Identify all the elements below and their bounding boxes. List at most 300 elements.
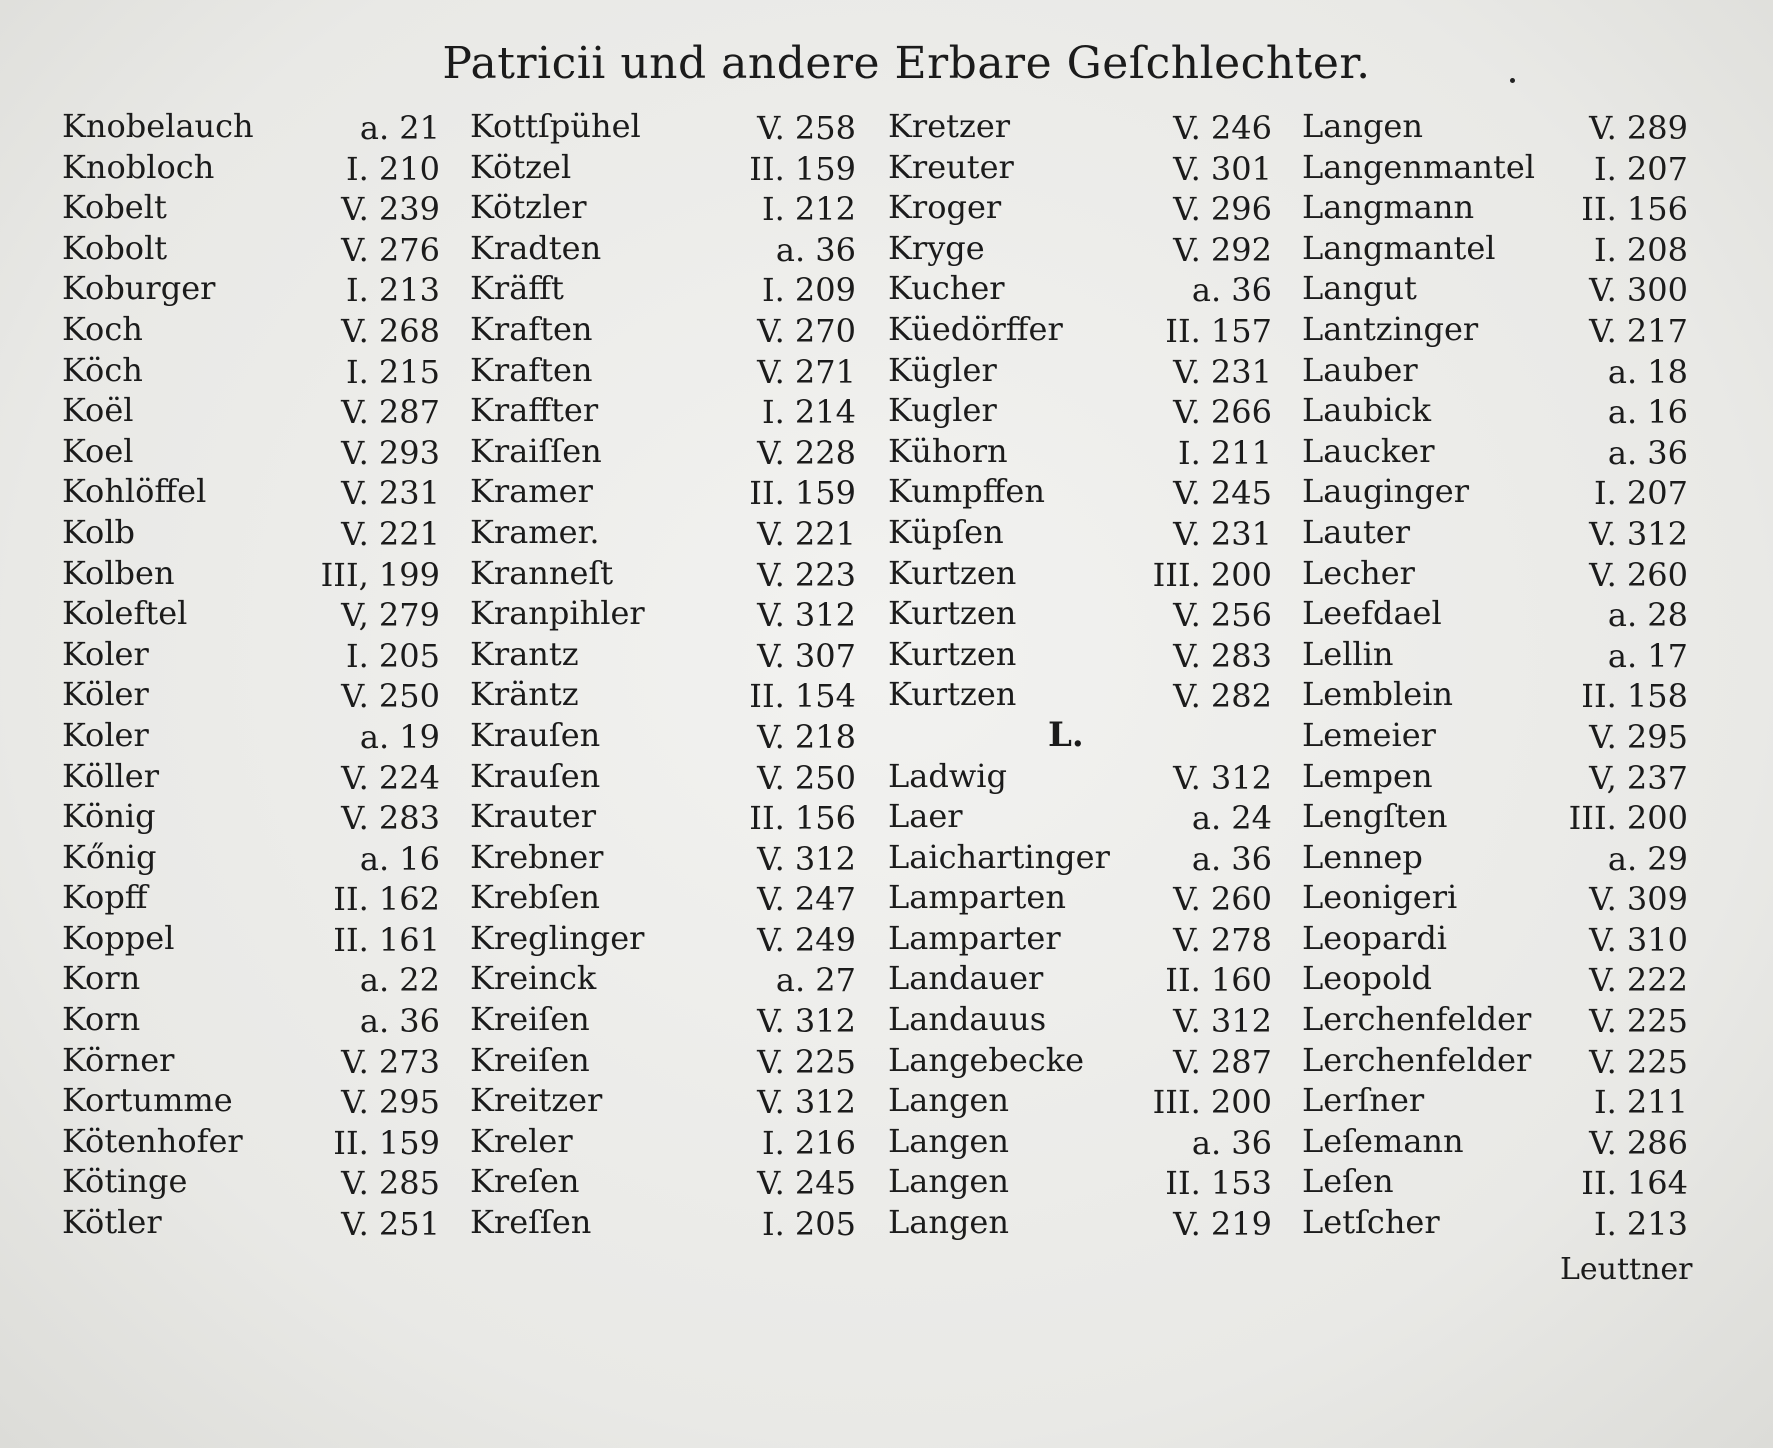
index-entry bbox=[62, 999, 440, 1040]
volume-page-reference: I. 207 bbox=[1593, 474, 1688, 513]
index-entry bbox=[62, 553, 440, 594]
volume-page-reference: V. 301 bbox=[1173, 149, 1272, 188]
index-entry bbox=[888, 918, 1272, 959]
volume-page-reference: a. 21 bbox=[359, 109, 440, 147]
family-name: Kugler bbox=[888, 391, 997, 430]
index-entry bbox=[62, 756, 440, 797]
family-name: Köch bbox=[62, 350, 143, 389]
family-name: Kreuter bbox=[888, 147, 1014, 186]
index-entry bbox=[1302, 431, 1688, 472]
index-entry bbox=[62, 147, 440, 188]
index-entry bbox=[62, 958, 440, 999]
index-entry bbox=[62, 877, 440, 918]
index-entry bbox=[1302, 1202, 1688, 1243]
index-entry bbox=[62, 796, 440, 837]
index-entry bbox=[888, 958, 1272, 999]
volume-page-reference: V. 309 bbox=[1589, 880, 1688, 919]
family-name: Kraften bbox=[470, 309, 593, 348]
index-entry bbox=[1302, 228, 1688, 269]
volume-page-reference: V. 283 bbox=[341, 799, 440, 838]
index-entry bbox=[1302, 715, 1688, 756]
index-entry bbox=[470, 553, 856, 594]
family-name: Lengſten bbox=[1302, 797, 1448, 836]
volume-page-reference: V. 283 bbox=[1173, 636, 1272, 675]
family-name: Kohlöffel bbox=[62, 472, 207, 511]
index-entry bbox=[1302, 268, 1688, 309]
index-entry bbox=[470, 471, 856, 512]
index-entry bbox=[888, 674, 1272, 715]
index-entry bbox=[888, 634, 1272, 675]
index-entry bbox=[1302, 877, 1688, 918]
volume-page-reference: V. 256 bbox=[1173, 596, 1272, 635]
family-name: Laubick bbox=[1302, 391, 1431, 430]
volume-page-reference: I. 213 bbox=[345, 271, 440, 310]
index-entry bbox=[888, 877, 1272, 918]
volume-page-reference: I. 209 bbox=[761, 271, 856, 310]
family-name: Lennep bbox=[1302, 837, 1423, 876]
volume-page-reference: V. 296 bbox=[1173, 190, 1272, 229]
family-name: Koppel bbox=[62, 918, 175, 957]
index-entry bbox=[62, 837, 440, 878]
family-name: Langmann bbox=[1302, 188, 1475, 227]
index-entry bbox=[62, 634, 440, 675]
index-entry bbox=[62, 593, 440, 634]
volume-page-reference: II. 161 bbox=[333, 920, 440, 959]
index-entry bbox=[888, 837, 1272, 878]
family-name: Kramer. bbox=[470, 512, 600, 551]
volume-page-reference: V. 221 bbox=[341, 514, 440, 553]
index-entry bbox=[1302, 512, 1688, 553]
family-name: Krauter bbox=[470, 797, 596, 836]
index-entry bbox=[888, 796, 1272, 837]
volume-page-reference: a. 17 bbox=[1607, 636, 1688, 675]
volume-page-reference: V. 219 bbox=[1173, 1205, 1272, 1244]
index-entry bbox=[1302, 918, 1688, 959]
index-entry bbox=[470, 674, 856, 715]
family-name: Kötzler bbox=[470, 188, 587, 227]
family-name: Kreſen bbox=[470, 1162, 580, 1201]
volume-page-reference: V. 222 bbox=[1589, 961, 1688, 1000]
family-name: Kräfft bbox=[470, 269, 564, 308]
family-name: Langen bbox=[888, 1081, 1009, 1120]
index-entry bbox=[470, 958, 856, 999]
family-name: Leopardi bbox=[1302, 918, 1448, 957]
family-name: Kreglinger bbox=[470, 918, 645, 957]
volume-page-reference: V. 239 bbox=[341, 190, 440, 229]
volume-page-reference: II. 162 bbox=[333, 880, 440, 919]
index-entry bbox=[1302, 471, 1688, 512]
volume-page-reference: V. 295 bbox=[1589, 717, 1688, 756]
index-entry bbox=[1302, 756, 1688, 797]
index-column-3 bbox=[888, 106, 1272, 1243]
family-name: Krebſen bbox=[470, 878, 601, 917]
index-entry bbox=[888, 553, 1272, 594]
family-name: Kortumme bbox=[62, 1081, 233, 1120]
family-name: Kügler bbox=[888, 350, 997, 389]
index-entry bbox=[1302, 1121, 1688, 1162]
family-name: Leonigeri bbox=[1302, 878, 1458, 917]
volume-page-reference: a. 18 bbox=[1607, 352, 1688, 391]
volume-page-reference: V. 221 bbox=[757, 514, 856, 553]
volume-page-reference: V. 245 bbox=[1173, 474, 1272, 513]
index-entry bbox=[888, 1121, 1272, 1162]
family-name: Kurtzen bbox=[888, 594, 1017, 633]
index-entry bbox=[470, 999, 856, 1040]
family-name: Lauber bbox=[1302, 350, 1418, 389]
index-entry bbox=[888, 756, 1272, 797]
volume-page-reference: I. 211 bbox=[1593, 1083, 1688, 1122]
volume-page-reference: V. 287 bbox=[341, 393, 440, 432]
volume-page-reference: a. 22 bbox=[359, 961, 440, 1000]
family-name: Kopff bbox=[62, 878, 148, 917]
family-name: Kreinck bbox=[470, 959, 597, 998]
page-title: Patricii und andere Erbare Geſchlechter. bbox=[442, 38, 1371, 89]
family-name: Langut bbox=[1302, 269, 1417, 308]
index-entry bbox=[62, 715, 440, 756]
catchword: Leuttner bbox=[1560, 1252, 1693, 1287]
family-name: Köller bbox=[62, 756, 160, 795]
volume-page-reference: V. 293 bbox=[341, 433, 440, 472]
index-entry bbox=[888, 1040, 1272, 1081]
index-entry bbox=[1302, 106, 1688, 147]
index-entry bbox=[1302, 1080, 1688, 1121]
family-name: Landauus bbox=[888, 1000, 1047, 1039]
volume-page-reference: V. 292 bbox=[1173, 230, 1272, 269]
volume-page-reference: V. 245 bbox=[757, 1164, 856, 1203]
index-entry bbox=[470, 837, 856, 878]
index-entry bbox=[888, 147, 1272, 188]
family-name: Kurtzen bbox=[888, 675, 1017, 714]
volume-page-reference: V. 249 bbox=[757, 920, 856, 959]
index-entry bbox=[470, 593, 856, 634]
family-name: Lecher bbox=[1302, 553, 1415, 592]
family-name: Langen bbox=[1302, 107, 1423, 145]
index-entry bbox=[62, 1161, 440, 1202]
volume-page-reference: V. 258 bbox=[757, 109, 856, 147]
family-name: Kryge bbox=[888, 228, 985, 267]
volume-page-reference: a. 36 bbox=[1191, 271, 1272, 310]
family-name: Kreiſen bbox=[470, 1000, 590, 1039]
family-name: Lantzinger bbox=[1302, 309, 1479, 348]
index-entry bbox=[62, 106, 440, 147]
index-entry bbox=[470, 187, 856, 228]
volume-page-reference: V. 270 bbox=[757, 311, 856, 350]
family-name: Kretzer bbox=[888, 107, 1011, 145]
volume-page-reference: I. 214 bbox=[761, 393, 856, 432]
family-name: Lamparter bbox=[888, 918, 1061, 957]
family-name: Koler bbox=[62, 715, 149, 754]
index-entry bbox=[62, 268, 440, 309]
volume-page-reference: V. 287 bbox=[1173, 1042, 1272, 1081]
family-name: Lauter bbox=[1302, 512, 1411, 551]
volume-page-reference: V. 231 bbox=[1173, 352, 1272, 391]
volume-page-reference: V. 312 bbox=[1173, 758, 1272, 797]
index-entry bbox=[470, 634, 856, 675]
index-entry bbox=[888, 187, 1272, 228]
index-entry bbox=[888, 1161, 1272, 1202]
volume-page-reference: III, 199 bbox=[320, 555, 440, 594]
family-name: Koël bbox=[62, 391, 134, 430]
volume-page-reference: V. 266 bbox=[1173, 393, 1272, 432]
volume-page-reference: V. 231 bbox=[1173, 514, 1272, 553]
family-name: Koleftel bbox=[62, 594, 188, 633]
volume-page-reference: III. 200 bbox=[1152, 1083, 1272, 1122]
volume-page-reference: a. 19 bbox=[359, 717, 440, 756]
family-name: Kräntz bbox=[470, 675, 579, 714]
family-name: Krauſen bbox=[470, 715, 601, 754]
family-name: Letſcher bbox=[1302, 1203, 1440, 1242]
family-name: Kucher bbox=[888, 269, 1005, 308]
family-name: Körner bbox=[62, 1040, 175, 1079]
volume-page-reference: a. 36 bbox=[775, 230, 856, 269]
volume-page-reference: V. 246 bbox=[1173, 109, 1272, 147]
family-name: Kobolt bbox=[62, 228, 168, 267]
volume-page-reference: I. 205 bbox=[345, 636, 440, 675]
index-column-4 bbox=[1302, 106, 1688, 1243]
index-entry bbox=[62, 512, 440, 553]
family-name: Langebecke bbox=[888, 1040, 1085, 1079]
family-name: Kreiſen bbox=[470, 1040, 590, 1079]
index-entry bbox=[888, 106, 1272, 147]
family-name: Kötler bbox=[62, 1203, 162, 1242]
family-name: Kötzel bbox=[470, 147, 572, 186]
volume-page-reference: II. 158 bbox=[1581, 677, 1688, 716]
volume-page-reference: V. 312 bbox=[1173, 1002, 1272, 1041]
index-entry bbox=[62, 674, 440, 715]
index-entry bbox=[888, 228, 1272, 269]
family-name: Lauginger bbox=[1302, 472, 1469, 511]
index-column-2 bbox=[470, 106, 856, 1243]
family-name: Leſemann bbox=[1302, 1121, 1464, 1160]
index-entry bbox=[470, 390, 856, 431]
volume-page-reference: V. 286 bbox=[1589, 1123, 1688, 1162]
family-name: Kraften bbox=[470, 350, 593, 389]
family-name: Kreſſen bbox=[470, 1203, 592, 1242]
family-name: Lerchenfelder bbox=[1302, 1040, 1532, 1079]
index-entry bbox=[470, 756, 856, 797]
family-name: Köler bbox=[62, 675, 149, 714]
index-entry bbox=[1302, 593, 1688, 634]
family-name: Landauer bbox=[888, 959, 1044, 998]
index-entry bbox=[888, 1080, 1272, 1121]
family-name: Knobloch bbox=[62, 147, 215, 186]
index-entry bbox=[888, 999, 1272, 1040]
volume-page-reference: V. 250 bbox=[757, 758, 856, 797]
family-name: Kroger bbox=[888, 188, 1002, 227]
ink-speck bbox=[1510, 78, 1515, 83]
volume-page-reference: I. 213 bbox=[1593, 1205, 1688, 1244]
family-name: Lamparten bbox=[888, 878, 1066, 917]
index-entry bbox=[62, 1202, 440, 1243]
volume-page-reference: V. 268 bbox=[341, 311, 440, 350]
family-name: Lempen bbox=[1302, 756, 1433, 795]
index-entry bbox=[62, 309, 440, 350]
index-entry bbox=[888, 593, 1272, 634]
index-entry bbox=[470, 1040, 856, 1081]
index-entry bbox=[1302, 309, 1688, 350]
index-entry bbox=[1302, 553, 1688, 594]
family-name: Lemeier bbox=[1302, 715, 1436, 754]
family-name: Kottſpühel bbox=[470, 107, 641, 145]
family-name: Kötenhofer bbox=[62, 1121, 243, 1160]
volume-page-reference: II. 164 bbox=[1581, 1164, 1688, 1203]
family-name: Langenmantel bbox=[1302, 147, 1536, 186]
volume-page-reference: a. 36 bbox=[1607, 433, 1688, 472]
volume-page-reference: a. 16 bbox=[359, 839, 440, 878]
volume-page-reference: V. 250 bbox=[341, 677, 440, 716]
index-entry bbox=[470, 918, 856, 959]
family-name: Kőnig bbox=[62, 837, 157, 876]
volume-page-reference: I. 211 bbox=[1177, 433, 1272, 472]
volume-page-reference: V. 300 bbox=[1589, 271, 1688, 310]
family-name: Krantz bbox=[470, 634, 579, 673]
volume-page-reference: V. 289 bbox=[1589, 109, 1688, 147]
family-name: König bbox=[62, 797, 156, 836]
family-name: Leefdael bbox=[1302, 594, 1442, 633]
index-entry bbox=[1302, 999, 1688, 1040]
family-name: Knobelauch bbox=[62, 107, 254, 145]
family-name: Lerchenfelder bbox=[1302, 1000, 1532, 1039]
volume-page-reference: V. 312 bbox=[757, 1002, 856, 1041]
volume-page-reference: V. 225 bbox=[1589, 1002, 1688, 1041]
family-name: Küpſen bbox=[888, 512, 1004, 551]
volume-page-reference: V. 247 bbox=[757, 880, 856, 919]
index-entry bbox=[470, 512, 856, 553]
family-name: Lemblein bbox=[1302, 675, 1454, 714]
volume-page-reference: I. 205 bbox=[761, 1205, 856, 1244]
index-entry bbox=[470, 431, 856, 472]
volume-page-reference: V. 276 bbox=[341, 230, 440, 269]
index-entry bbox=[470, 715, 856, 756]
index-entry bbox=[888, 431, 1272, 472]
family-name: Küedörffer bbox=[888, 309, 1063, 348]
index-entry bbox=[470, 796, 856, 837]
index-entry bbox=[62, 471, 440, 512]
index-entry bbox=[470, 228, 856, 269]
volume-page-reference: V. 312 bbox=[757, 596, 856, 635]
index-entry bbox=[888, 512, 1272, 553]
index-entry bbox=[470, 309, 856, 350]
index-entry bbox=[470, 1080, 856, 1121]
index-entry bbox=[1302, 796, 1688, 837]
family-name: Langen bbox=[888, 1162, 1009, 1201]
family-name: Krebner bbox=[470, 837, 604, 876]
family-name: Korn bbox=[62, 1000, 141, 1039]
family-name: Laucker bbox=[1302, 431, 1435, 470]
volume-page-reference: V. 310 bbox=[1589, 920, 1688, 959]
family-name: Kolben bbox=[62, 553, 175, 592]
family-name: Kreitzer bbox=[470, 1081, 603, 1120]
volume-page-reference: V. 278 bbox=[1173, 920, 1272, 959]
index-entry bbox=[62, 187, 440, 228]
index-entry bbox=[470, 877, 856, 918]
volume-page-reference: V. 312 bbox=[1589, 514, 1688, 553]
volume-page-reference: a. 24 bbox=[1191, 799, 1272, 838]
family-name: Kranpihler bbox=[470, 594, 645, 633]
volume-page-reference: V. 218 bbox=[757, 717, 856, 756]
family-name: Lellin bbox=[1302, 634, 1394, 673]
index-column-1 bbox=[62, 106, 440, 1243]
volume-page-reference: V. 228 bbox=[757, 433, 856, 472]
volume-page-reference: a. 29 bbox=[1607, 839, 1688, 878]
volume-page-reference: V. 224 bbox=[341, 758, 440, 797]
section-letter-heading: L. bbox=[1048, 714, 1084, 755]
family-name: Kumpffen bbox=[888, 472, 1045, 511]
volume-page-reference: II. 160 bbox=[1165, 961, 1272, 1000]
index-entry bbox=[470, 147, 856, 188]
family-name: Krauſen bbox=[470, 756, 601, 795]
index-entry bbox=[62, 918, 440, 959]
index-entry bbox=[1302, 634, 1688, 675]
index-entry bbox=[888, 309, 1272, 350]
index-entry bbox=[888, 715, 1272, 756]
volume-page-reference: V. 251 bbox=[341, 1205, 440, 1244]
index-entry bbox=[888, 471, 1272, 512]
index-entry bbox=[62, 390, 440, 431]
volume-page-reference: I. 210 bbox=[345, 149, 440, 188]
volume-page-reference: V, 279 bbox=[341, 596, 440, 635]
volume-page-reference: II. 156 bbox=[749, 799, 856, 838]
family-name: Langmantel bbox=[1302, 228, 1496, 267]
volume-page-reference: V. 223 bbox=[757, 555, 856, 594]
family-name: Koler bbox=[62, 634, 149, 673]
volume-page-reference: a. 27 bbox=[775, 961, 856, 1000]
family-name: Kramer bbox=[470, 472, 593, 511]
index-entry bbox=[1302, 390, 1688, 431]
volume-page-reference: II. 156 bbox=[1581, 190, 1688, 229]
volume-page-reference: V. 260 bbox=[1173, 880, 1272, 919]
volume-page-reference: III. 200 bbox=[1152, 555, 1272, 594]
volume-page-reference: I. 207 bbox=[1593, 149, 1688, 188]
volume-page-reference: V. 217 bbox=[1589, 311, 1688, 350]
volume-page-reference: V. 285 bbox=[341, 1164, 440, 1203]
family-name: Laichartinger bbox=[888, 837, 1110, 876]
volume-page-reference: V. 225 bbox=[1589, 1042, 1688, 1081]
index-entry bbox=[888, 390, 1272, 431]
index-entry bbox=[888, 268, 1272, 309]
family-name: Kraiſſen bbox=[470, 431, 602, 470]
volume-page-reference: II. 159 bbox=[333, 1123, 440, 1162]
family-name: Leſen bbox=[1302, 1162, 1394, 1201]
volume-page-reference: V. 260 bbox=[1589, 555, 1688, 594]
volume-page-reference: V. 295 bbox=[341, 1083, 440, 1122]
family-name: Kolb bbox=[62, 512, 136, 551]
index-entry bbox=[62, 350, 440, 391]
family-name: Kurtzen bbox=[888, 553, 1017, 592]
index-entry bbox=[1302, 1040, 1688, 1081]
volume-page-reference: V. 225 bbox=[757, 1042, 856, 1081]
family-name: Kreler bbox=[470, 1121, 573, 1160]
volume-page-reference: V. 231 bbox=[341, 474, 440, 513]
family-name: Kranneſt bbox=[470, 553, 614, 592]
index-entry bbox=[62, 1040, 440, 1081]
family-name: Langen bbox=[888, 1121, 1009, 1160]
volume-page-reference: a. 28 bbox=[1607, 596, 1688, 635]
family-name: Kobelt bbox=[62, 188, 167, 227]
index-entry bbox=[62, 1121, 440, 1162]
family-name: Lerſner bbox=[1302, 1081, 1425, 1120]
index-entry bbox=[470, 268, 856, 309]
family-name: Kradten bbox=[470, 228, 602, 267]
index-entry bbox=[1302, 958, 1688, 999]
volume-page-reference: V. 273 bbox=[341, 1042, 440, 1081]
family-name: Ladwig bbox=[888, 756, 1007, 795]
index-entry bbox=[1302, 350, 1688, 391]
volume-page-reference: V. 282 bbox=[1173, 677, 1272, 716]
volume-page-reference: I. 212 bbox=[761, 190, 856, 229]
volume-page-reference: II. 159 bbox=[749, 149, 856, 188]
index-entry bbox=[470, 1121, 856, 1162]
